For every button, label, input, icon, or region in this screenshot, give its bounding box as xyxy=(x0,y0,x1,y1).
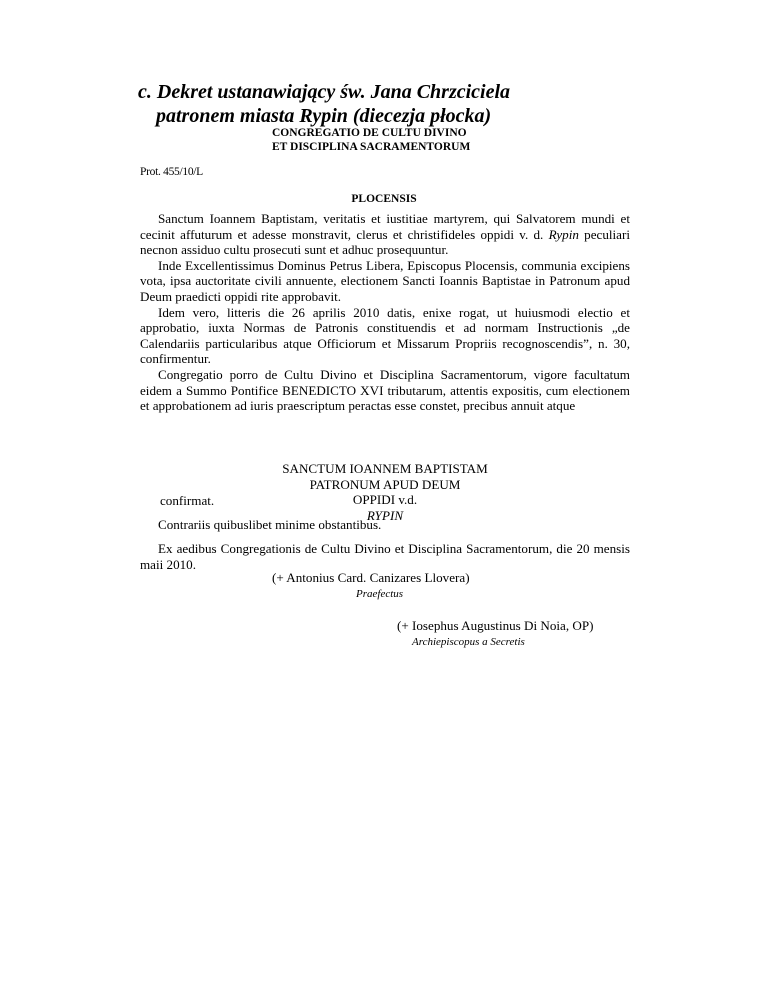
secretary-role: Archiepiscopus a Secretis xyxy=(412,636,525,648)
decree-title-line-1: c. Dekret ustanawiający św. Jana Chrzciciela xyxy=(138,81,511,103)
prefect-signature: (+ Antonius Card. Canizares Llovera) xyxy=(272,570,470,585)
declaration-line-1: SANCTUM IOANNEM BAPTISTAM xyxy=(282,461,488,476)
patronage-declaration xyxy=(270,461,500,523)
paragraph-2: Inde Excellentissimus Dominus Petrus Libera, Episcopus Plocensis, communia excipiens vota, ipsa auctoritate civili annuente, electionem Sancti Ioannis Baptistae in Patronum apud Deum praedicti oppidi rite approbavit. xyxy=(140,257,630,304)
paragraph-1-text-a: Sanctum Ioannem Baptistam, veritatis et iustitiae martyrem, qui Salvatorem mundi et cecinit affuturum et adesse monstravit, clerus et christifideles oppidi v. d. xyxy=(140,211,630,242)
paragraph-1 xyxy=(140,211,630,258)
declaration-town-italic: RYPIN xyxy=(366,507,404,523)
decree-body xyxy=(140,211,630,414)
town-name-italic: Rypin xyxy=(548,226,579,242)
congregation-line-2: ET DISCIPLINA SACRAMENTORUM xyxy=(272,141,471,153)
paragraph-1-text-b: peculiari necnon assiduo cultu prosecuti sunt et adhuc prosequuntur. xyxy=(140,226,630,258)
congregation-heading xyxy=(272,126,552,154)
given-at-text: Ex aedibus Congregationis de Cultu Divino et Disciplina Sacramentorum, die 20 mensis maii 2010. xyxy=(140,541,630,572)
congregation-line-1: CONGREGATIO DE CULTU DIVINO xyxy=(272,127,467,139)
decree-title xyxy=(138,80,658,128)
paragraph-3: Idem vero, litteris die 26 aprilis 2010 datis, enixe rogat, ut huiusmodi electio et approbatio, iuxta Normas de Patronis constituendis et ad normam Instructionis „de Calendariis particularibus atque Officiorum et Missarum Propriis recognoscendis”, n. 30, confirmentur. xyxy=(140,304,630,367)
prefect-role: Praefectus xyxy=(356,588,404,600)
decree-title-line-2: patronem miasta Rypin (diecezja płocka) xyxy=(156,105,492,127)
protocol-number: Prot. 455/10/L xyxy=(140,166,203,178)
confirmat-text: confirmat. xyxy=(160,493,215,508)
diocese-heading: PLOCENSIS xyxy=(351,193,417,205)
contrariis-clause: Contrariis quibuslibet minime obstantibus. xyxy=(158,517,382,532)
given-at-clause xyxy=(140,541,630,572)
declaration-line-3-text: OPPIDI v.d. xyxy=(352,492,418,508)
declaration-line-2: PATRONUM APUD DEUM xyxy=(309,476,461,492)
secretary-signature: (+ Iosephus Augustinus Di Noia, OP) xyxy=(397,618,594,633)
paragraph-4: Congregatio porro de Cultu Divino et Disciplina Sacramentorum, vigore facultatum eidem a Summo Pontifice BENEDICTO XVI tributarum, attentis expositis, cum electionem et approbationem ad iuris praescriptum peractas esse constet, precibus annuit atque xyxy=(140,366,630,414)
